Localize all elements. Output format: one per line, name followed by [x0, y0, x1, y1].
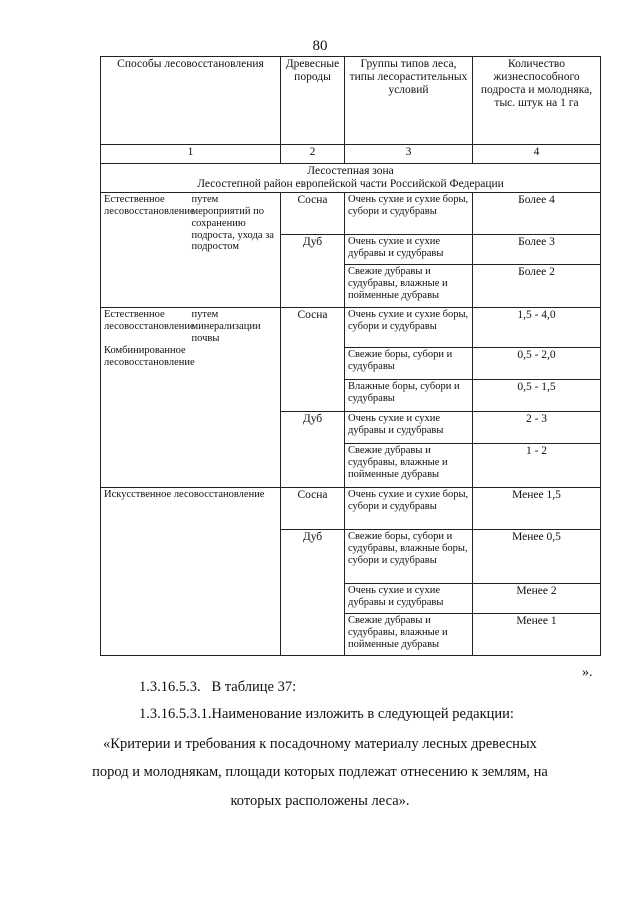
block1-species-sosna: Сосна — [281, 193, 345, 235]
paragraph-2: 1.3.16.5.3.1.Наименование изложить в следующей редакции: — [139, 706, 514, 722]
block1-group-1: Очень сухие и сухие боры, субори и судубравы — [345, 193, 473, 235]
block1-method: Естественное лесовосстановление — [101, 193, 189, 308]
block1-means: путем мероприятий по сохранению подроста, ухода за подростом — [189, 193, 281, 308]
block3-qty-4: Менее 1 — [473, 614, 601, 656]
block3-qty-2: Менее 0,5 — [473, 530, 601, 584]
block3-qty-1: Менее 1,5 — [473, 488, 601, 530]
page-number: 80 — [312, 38, 328, 54]
table-row — [101, 308, 601, 348]
block2-group-2: Свежие боры, субори и судубравы — [345, 348, 473, 380]
col-number-3: 3 — [345, 145, 473, 164]
paragraph-5: которых расположены леса». — [230, 793, 410, 809]
block2-qty-5: 1 - 2 — [473, 444, 601, 488]
paragraph-4: пород и молоднякам, площади которых подлежат отнесению к землям, на — [92, 764, 548, 780]
block1-qty-2: Более 3 — [473, 235, 601, 265]
block2-method-combined: Комбинированное лесовосстановление — [104, 344, 195, 368]
block2-qty-2: 0,5 - 2,0 — [473, 348, 601, 380]
zone-title: Лесостепная зона — [307, 165, 394, 177]
zone-cell — [101, 164, 601, 193]
block2-means: путем минерализации почвы — [189, 308, 281, 488]
zone-row — [101, 164, 601, 193]
paragraph-1: 1.3.16.5.3. В таблице 37: — [139, 679, 297, 695]
header-species: Древесные породы — [281, 57, 345, 145]
block2-group-1: Очень сухие и сухие боры, субори и судубравы — [345, 308, 473, 348]
block2-method-natural: Естественное лесовосстановление — [104, 309, 195, 333]
block2-species-dub: Дуб — [281, 412, 345, 488]
block3-species-dub: Дуб — [281, 530, 345, 656]
block3-method: Искусственное лесовосстановление — [101, 488, 281, 656]
block3-group-3: Очень сухие и сухие дубравы и судубравы — [345, 584, 473, 614]
block2-qty-3: 0,5 - 1,5 — [473, 380, 601, 412]
table-row — [101, 193, 601, 235]
block3-qty-3: Менее 2 — [473, 584, 601, 614]
block3-group-4: Свежие дубравы и судубравы, влажные и пойменные дубравы — [345, 614, 473, 656]
zone-region: Лесостепной район европейской части Российской Федерации — [197, 178, 504, 191]
block3-group-2: Свежие боры, субори и судубравы, влажные боры, субори и судубравы — [345, 530, 473, 584]
block1-qty-3: Более 2 — [473, 265, 601, 308]
paragraph-3: «Критерии и требования к посадочному материалу лесных древесных — [103, 736, 537, 752]
block1-group-3: Свежие дубравы и судубравы, влажные и пойменные дубравы — [345, 265, 473, 308]
block3-group-1: Очень сухие и сухие боры, субори и судубравы — [345, 488, 473, 530]
block2-group-3: Влажные боры, субори и судубравы — [345, 380, 473, 412]
block3-species-sosna: Сосна — [281, 488, 345, 530]
col-number-2: 2 — [281, 145, 345, 164]
block2-qty-4: 2 - 3 — [473, 412, 601, 444]
block2-group-4: Очень сухие и сухие дубравы и судубравы — [345, 412, 473, 444]
header-forest-groups: Группы типов леса, типы лесорастительных условий — [345, 57, 473, 145]
column-number-row — [101, 145, 601, 164]
col-number-4: 4 — [473, 145, 601, 164]
block2-species-sosna: Сосна — [281, 308, 345, 412]
forest-regeneration-table — [100, 56, 601, 656]
col-number-1: 1 — [101, 145, 281, 164]
header-method: Способы лесовосстановления — [101, 57, 281, 145]
header-row — [101, 57, 601, 145]
block1-species-dub: Дуб — [281, 235, 345, 308]
closing-quote: ». — [582, 665, 593, 680]
block2-group-5: Свежие дубравы и судубравы, влажные и пойменные дубравы — [345, 444, 473, 488]
block1-qty-1: Более 4 — [473, 193, 601, 235]
header-quantity: Количество жизнеспособного подроста и молодняка, тыс. штук на 1 га — [473, 57, 601, 145]
block1-group-2: Очень сухие и сухие дубравы и судубравы — [345, 235, 473, 265]
block2-method — [101, 308, 195, 488]
block2-qty-1: 1,5 - 4,0 — [473, 308, 601, 348]
table-row — [101, 488, 601, 530]
